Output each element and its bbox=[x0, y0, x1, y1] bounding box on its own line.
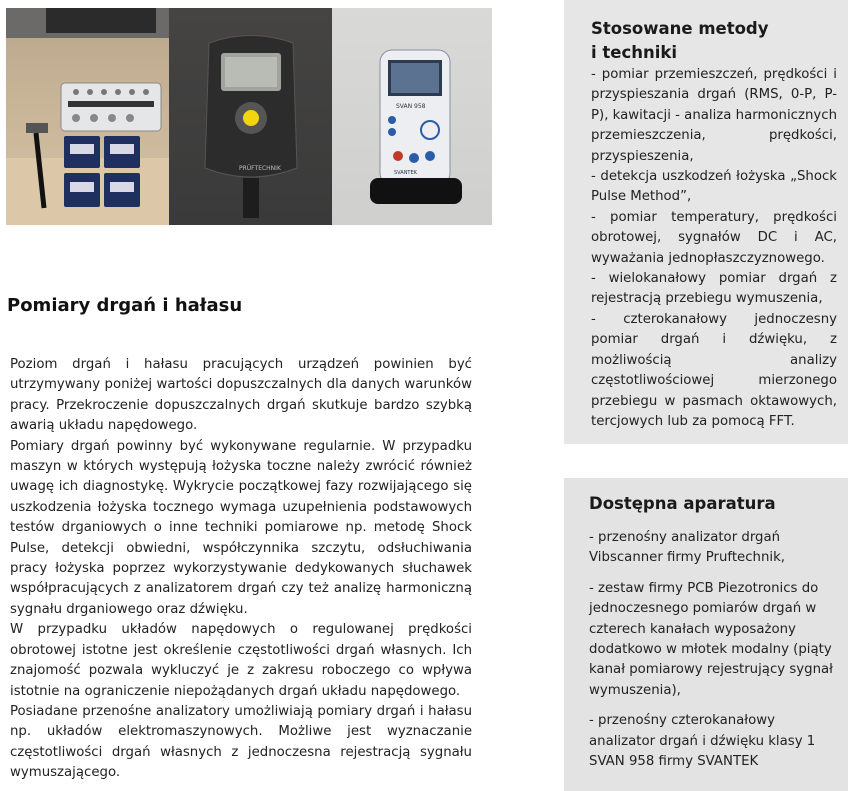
equipment-panel bbox=[564, 478, 848, 791]
methods-item: - wielokanałowy pomiar drgań z rejestracją przebiegu wymuszenia, bbox=[591, 271, 837, 307]
equipment-item: - zestaw firmy PCB Piezotronics do jednoczesnego pomiarów drgań w czterech kanałach wyposażony dodatkowo w młotek modalny (piąty kanał pomiarowy rejestrujący sygnał wymuszenia), bbox=[589, 580, 833, 698]
methods-title-line1: Stosowane metody bbox=[591, 19, 769, 38]
article-paragraph: Poziom drgań i hałasu pracujących urządzeń powinien być utrzymywany poniżej wartości dopuszczalnych dla danych warunków pracy. Przekroczenie dopuszczalnych drgań skutkuje bardzo szybką awarią układu napędowego. bbox=[10, 357, 472, 434]
svan-model-label: SVAN 958 bbox=[396, 103, 426, 110]
equipment-item: - przenośny czterokanałowy analizator drgań i dźwięku klasy 1 SVAN 958 firmy SVANTEK bbox=[589, 713, 816, 770]
methods-item: - pomiar temperatury, prędkości obrotowej, sygnałów DC i AC, wyważania jednopłaszczyznowego. bbox=[591, 209, 837, 266]
methods-item: - detekcja uszkodzeń łożyska „Shock Pulse Method”, bbox=[591, 169, 837, 205]
equipment-item: - przenośny analizator drgań Vibscanner firmy Pruftechnik, bbox=[589, 530, 786, 566]
vibscanner-illustration bbox=[169, 8, 332, 225]
equipment-photos bbox=[6, 8, 492, 225]
methods-title bbox=[591, 17, 837, 65]
photo-svan958 bbox=[332, 8, 492, 225]
methods-item: - czterokanałowy jednoczesny pomiar drgań i dźwięku, z możliwością analizy częstotliwościowej mierzonego przebiegu w pasmach oktawowych, tercjowych lub za pomocą FFT. bbox=[591, 311, 837, 429]
equipment-title: Dostępna aparatura bbox=[589, 494, 776, 513]
pcb-kit-illustration bbox=[6, 8, 169, 225]
article-paragraph: Pomiary drgań powinny być wykonywane regularnie. W przypadku maszyn w których występują łożyska toczne należy zwrócić również uwagę ich diagnostykę. Wykrycie początkowej fazy rozwijającego się uszkodzenia łożyska tocznego wymaga uzupełnienia podstawowych testów drganiowych o inne techniki pomiarowe np. metodę Shock Pulse, detekcji obwiedni, współczynnika szczytu, odsłuchiwania pracy łożyska poprzez wykorzystywanie dedykowanych słuchawek współpracujących z analizatorem drgań czy też analizę harmoniczną sygnału drganiowego oraz dźwięku. bbox=[10, 438, 472, 617]
article-body bbox=[10, 355, 472, 784]
photo-pcb-kit bbox=[6, 8, 169, 225]
article-paragraph: Posiadane przenośne analizatory umożliwiają pomiary drgań i hałasu np. układów elektromaszynowych. Możliwe jest wyznaczanie częstotliwości drgań własnych z jednoczesna rejestracją sygnału wymuszającego. bbox=[10, 703, 472, 781]
methods-item: - pomiar przemieszczeń, prędkości i przyspieszania drgań (RMS, 0-P, P-P), kawitacji - analiza harmonicznych przemieszczenia, prędkości, przyspieszenia, bbox=[591, 67, 837, 164]
methods-title-line2: i techniki bbox=[591, 43, 678, 62]
photo-vibscanner bbox=[169, 8, 332, 225]
methods-panel bbox=[564, 0, 848, 444]
vibscanner-brand-label: PRÜFTECHNIK bbox=[239, 165, 281, 172]
svan958-illustration bbox=[332, 8, 492, 225]
svan-brand-label: SVANTEK bbox=[394, 170, 417, 176]
page-title: Pomiary drgań i hałasu bbox=[7, 295, 243, 316]
article-paragraph: W przypadku układów napędowych o regulowanej prędkości obrotowej istotne jest określenie częstotliwości drgań własnych. Ich znajomość pozwala wykluczyć je z zakresu roboczego co wpływa istotnie na ograniczenie niepożądanych drgań układu napędowego. bbox=[10, 622, 472, 699]
